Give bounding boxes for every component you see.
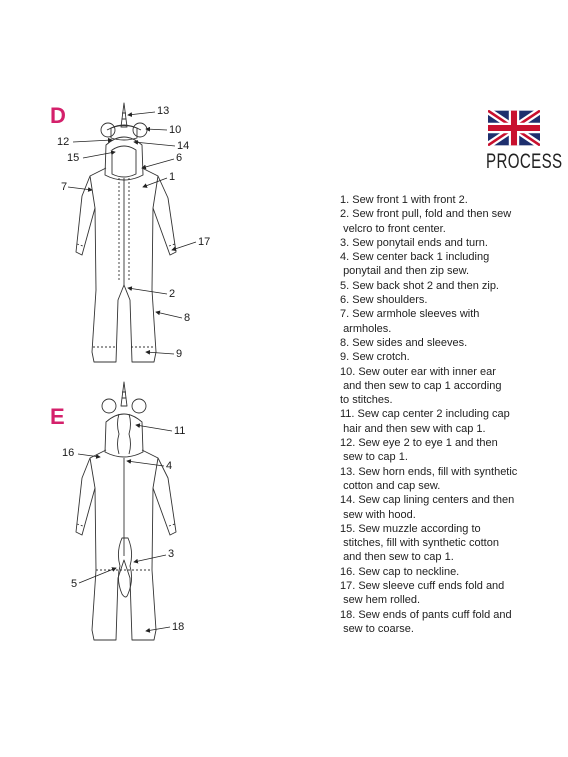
callout-1: 1	[169, 171, 176, 183]
step-15: 15. Sew muzzle according to stitches, fill with synthetic cotton and then sew to cap 1.	[340, 522, 499, 564]
callout-16: 16	[62, 447, 75, 459]
callout-12: 12	[57, 136, 70, 148]
callout-9: 9	[176, 348, 183, 360]
front-onesie-drawing	[76, 103, 176, 362]
step-18: 18. Sew ends of pants cuff fold and sew to coarse.	[340, 608, 512, 635]
callout-7: 7	[61, 181, 68, 193]
step-2: 2. Sew front pull, fold and then sew velcro to front center.	[340, 208, 512, 235]
callout-8: 8	[184, 312, 191, 324]
callout-10: 10	[169, 124, 182, 136]
step-5: 5. Sew back shot 2 and then zip.	[340, 279, 499, 292]
callout-17: 17	[198, 236, 211, 248]
callout-4: 4	[166, 460, 173, 472]
process-steps-list	[340, 193, 562, 636]
callout-18: 18	[172, 621, 185, 633]
process-label: PROCESS	[486, 150, 563, 173]
step-17: 17. Sew sleeve cuff ends fold and sew hem rolled.	[340, 580, 505, 607]
callout-14: 14	[177, 140, 190, 152]
step-3: 3. Sew ponytail ends and turn.	[340, 236, 488, 249]
step-1: 1. Sew front 1 with front 2.	[340, 194, 468, 206]
step-8: 8. Sew sides and sleeves.	[340, 336, 468, 349]
callout-3: 3	[168, 548, 175, 560]
step-14: 14. Sew cap lining centers and then sew with hood.	[340, 494, 515, 521]
step-4: 4. Sew center back 1 including ponytail and then zip sew.	[340, 251, 490, 278]
step-13: 13. Sew horn ends, fill with synthetic cotton and cap sew.	[340, 465, 518, 492]
step-6: 6. Sew shoulders.	[340, 294, 428, 307]
callout-13: 13	[157, 105, 170, 117]
callout-6: 6	[176, 152, 183, 164]
uk-flag-icon	[488, 110, 540, 146]
callout-5: 5	[71, 578, 78, 590]
step-16: 16. Sew cap to neckline.	[340, 565, 460, 578]
callout-2: 2	[169, 288, 176, 300]
callout-15: 15	[67, 152, 80, 164]
section-e-letter: E	[50, 404, 65, 429]
callout-11: 11	[174, 425, 186, 437]
step-7: 7. Sew armhole sleeves with armholes.	[340, 308, 480, 335]
back-onesie-drawing	[76, 382, 176, 640]
step-10: 10. Sew outer ear with inner ear and then sew to cap 1 according to stitches.	[340, 365, 502, 407]
section-d-letter: D	[50, 103, 66, 128]
step-11: 11. Sew cap center 2 including cap hair and then sew with cap 1.	[340, 408, 510, 435]
step-12: 12. Sew eye 2 to eye 1 and then sew to cap 1.	[340, 437, 498, 464]
step-9: 9. Sew crotch.	[340, 351, 410, 364]
